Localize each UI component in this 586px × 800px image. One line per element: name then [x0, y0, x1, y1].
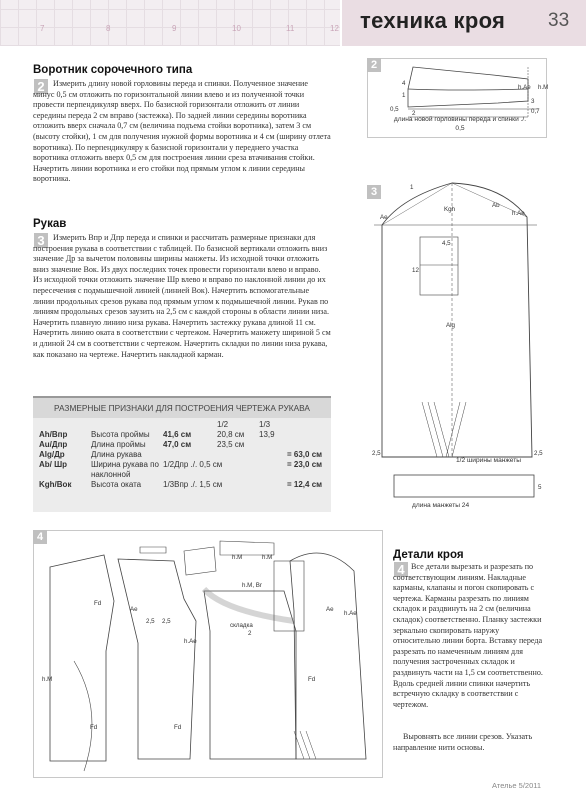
- piece-label: Fd: [308, 676, 316, 683]
- collar-title: Воротник сорочечного типа: [33, 64, 193, 76]
- row-result: [287, 430, 327, 440]
- figure-sleeve: [367, 176, 547, 516]
- row-name: Высота проймы: [91, 430, 150, 439]
- row-code: Alg/Др: [39, 450, 65, 459]
- ruler-number: 8: [106, 24, 111, 33]
- ruler-grid: [0, 0, 340, 46]
- dim-label: h.Ae: [518, 84, 531, 91]
- ruler-number: 7: [40, 24, 45, 33]
- dim-label: 0,5: [390, 106, 399, 113]
- figure-collar: [367, 58, 547, 138]
- pieces-drawing: [34, 531, 382, 777]
- table-title: РАЗМЕРНЫЕ ПРИЗНАКИ ДЛЯ ПОСТРОЕНИЯ ЧЕРТЕЖА РУКАВА: [33, 396, 331, 418]
- row-value: 1/3Впр ./. 1,5 см: [163, 480, 223, 489]
- piece-label: 2,5: [162, 618, 171, 625]
- piece-label: h.Ae: [184, 638, 197, 645]
- ruler-number: 9: [172, 24, 177, 33]
- table-row: [39, 440, 327, 450]
- piece-label: Fd: [94, 600, 102, 607]
- piece-label: Fd: [90, 724, 98, 731]
- collar-step-badge: 2: [34, 79, 48, 94]
- row-half: 20,8 см: [217, 430, 245, 439]
- table-row: [39, 430, 327, 440]
- cuff-half-caption: 1/2 ширины манжеты: [456, 457, 521, 464]
- col-half: 1/2: [217, 420, 229, 429]
- piece-label: 2,5: [146, 618, 155, 625]
- piece-label: h.M: [232, 554, 243, 561]
- figure-pattern-pieces: [33, 530, 383, 778]
- row-code: Kgh/Вок: [39, 480, 72, 489]
- dim-label: 3: [531, 98, 535, 105]
- table-row: [39, 480, 327, 490]
- ruler-number: 11: [286, 24, 295, 33]
- row-third: [259, 440, 287, 450]
- ruler-number: 10: [232, 24, 241, 33]
- row-name: Ширина рукава по наклонной: [91, 460, 159, 479]
- sleeve-label: Kgh: [444, 206, 456, 213]
- col-third: 1/3: [259, 420, 271, 429]
- piece-label: Fd: [174, 724, 182, 731]
- row-result: = 12,4 см: [287, 480, 323, 489]
- row-code: Au/Дпр: [39, 440, 68, 449]
- dim-label: 4: [402, 80, 406, 87]
- sleeve-label: 1: [410, 184, 414, 191]
- piece-label: h.Ae: [344, 610, 357, 617]
- dim-label: 0,7: [531, 108, 540, 115]
- table-row: [39, 460, 327, 480]
- figure-number: 3: [367, 185, 381, 199]
- dim-label: 2: [412, 110, 416, 117]
- footer-issue: Ателье 5/2011: [492, 781, 542, 790]
- piece-label: Ae: [130, 606, 138, 613]
- sleeve-label: Ae: [380, 214, 388, 221]
- row-result: [287, 440, 327, 450]
- sleeve-title: Рукав: [33, 218, 67, 230]
- table-header-row: [39, 420, 327, 430]
- row-third: [259, 450, 287, 460]
- row-name: Высота оката: [91, 480, 142, 489]
- collar-text: Измерить длину новой горловины переда и спинки. Полученное значение минус 0,5 см отложить по горизонтальной линии влево и из полученной точки провести перпендикуляр вверх. По базисной горизонтали отложить от линии середины переда 2 см вправо (застежка). По задней линии середины воротника отложить вверх сначала 0,7 см (величина подъема стойки воротника), затем 3 см (высоту стойки), 1 см для получения нужной формы воротника и 4 см (ширину отлета воротника). По перпендикуляру к базисной горизонтали у переднего участка воротника отложить вверх 0,5 см для построения линии среза втачивания стойки. Начертить линии воротника и его стойки под прямым углом к линии середины воротника.: [33, 79, 331, 184]
- piece-label: складка: [230, 622, 253, 629]
- sleeve-label: 2,5: [372, 450, 381, 457]
- sleeve-label: 4,5: [442, 240, 451, 247]
- table-body: [39, 420, 327, 490]
- sleeve-drawing: [362, 177, 548, 515]
- row-value: 47,0 см: [163, 440, 192, 449]
- row-result: = 23,0 см: [287, 460, 323, 469]
- figure-number: 4: [33, 530, 47, 544]
- details-title: Детали кроя: [393, 549, 464, 561]
- sleeve-text: Измерить Впр и Дпр переда и спинки и рассчитать размерные признаки для построения рукава в соответствии с таблицей. По базисной вертикали отложить вниз значение Др за вычетом половины ширины манжеты. Из исходной точки отложить вниз значение Вок. Из двух последних точек провести горизонтали влево и вправо. Из исходной точки отложить значение Шр влево и вправо по наклонной линии до их пересечения с подмышечной линией (линией Вок). Начертить вспомогательные линии продольных срезов рукава под прямым углом к подмышечной линии. Рукав по линиям продольных срезов заузить на 2,5 см с каждой стороны в области линии низа. Начертить плавную линию низа рукава. Начертить застежку рукава длиной 11 см. Начертить линию оката в соответствии с чертежом. Начертить манжету шириной 5 см и длиной 24 см в соответствии с чертежом. Начертить складки по линии низа рукава, как показано на чертеже. Начертить накладной карман.: [33, 233, 331, 359]
- row-code: Ah/Bпр: [39, 430, 68, 439]
- row-value: 1/2Дпр ./. 0,5 см: [163, 460, 223, 469]
- row-code: Ab/ Шр: [39, 460, 68, 469]
- row-half: 23,5 см: [217, 440, 245, 449]
- details-text-2: Выровнять все линии срезов. Указать направление нити основы.: [393, 732, 533, 752]
- row-half: [217, 450, 259, 460]
- row-value: [163, 450, 217, 460]
- ruler-number: 12: [330, 24, 339, 33]
- cuff-width: 5: [538, 484, 542, 491]
- row-result: = 63,0 см: [287, 450, 323, 459]
- piece-label: Ae: [326, 606, 334, 613]
- figure-number: 2: [367, 58, 381, 72]
- sleeve-label: Ab: [492, 202, 500, 209]
- figure-caption: длина новой горловины переда и спинки ./. 0,5: [393, 116, 527, 132]
- dim-label: 1: [402, 92, 406, 99]
- header-band: [0, 0, 586, 46]
- sleeve-label: Alg: [446, 322, 455, 329]
- row-name: Длина рукава: [91, 450, 142, 459]
- sleeve-label: 2,5: [534, 450, 543, 457]
- details-text: Все детали вырезать и разрезать по соответствующим линиям. Накладные карманы, клапаны и погон скопировать с чертежа. Карманы разрезать по линиям складок и раздвинуть на 2 см (величина складок) соответственно. Планку застежки зеркально скопировать наружу относительно линии борта. Вставку переда разрезать по намеченным линиям для получения застроченных складок и раздвинуть части на 1,5 см соответственно. Вдоль средней линии спинки начертить встречную складку в соответствии с чертежом.: [393, 562, 543, 709]
- page-number: 33: [548, 10, 570, 31]
- row-name: Длина проймы: [91, 440, 146, 449]
- details-step-badge: 4: [394, 562, 408, 577]
- sleeve-label: 12: [412, 267, 419, 274]
- sleeve-step-badge: 3: [34, 233, 48, 248]
- piece-label: h.M, Br: [242, 582, 262, 589]
- page-title: техника кроя: [360, 8, 506, 33]
- piece-label: 2: [248, 630, 252, 637]
- sleeve-label: h.Ae: [512, 210, 525, 217]
- measurements-table: [33, 396, 331, 512]
- table-row: [39, 450, 327, 460]
- piece-label: h.M: [262, 554, 273, 561]
- dim-label: h.M: [538, 84, 549, 91]
- row-value: 41,6 см: [163, 430, 192, 439]
- cuff-caption: длина манжеты 24: [412, 502, 470, 509]
- piece-label: h.M: [42, 676, 53, 683]
- row-third: 13,9: [259, 430, 275, 439]
